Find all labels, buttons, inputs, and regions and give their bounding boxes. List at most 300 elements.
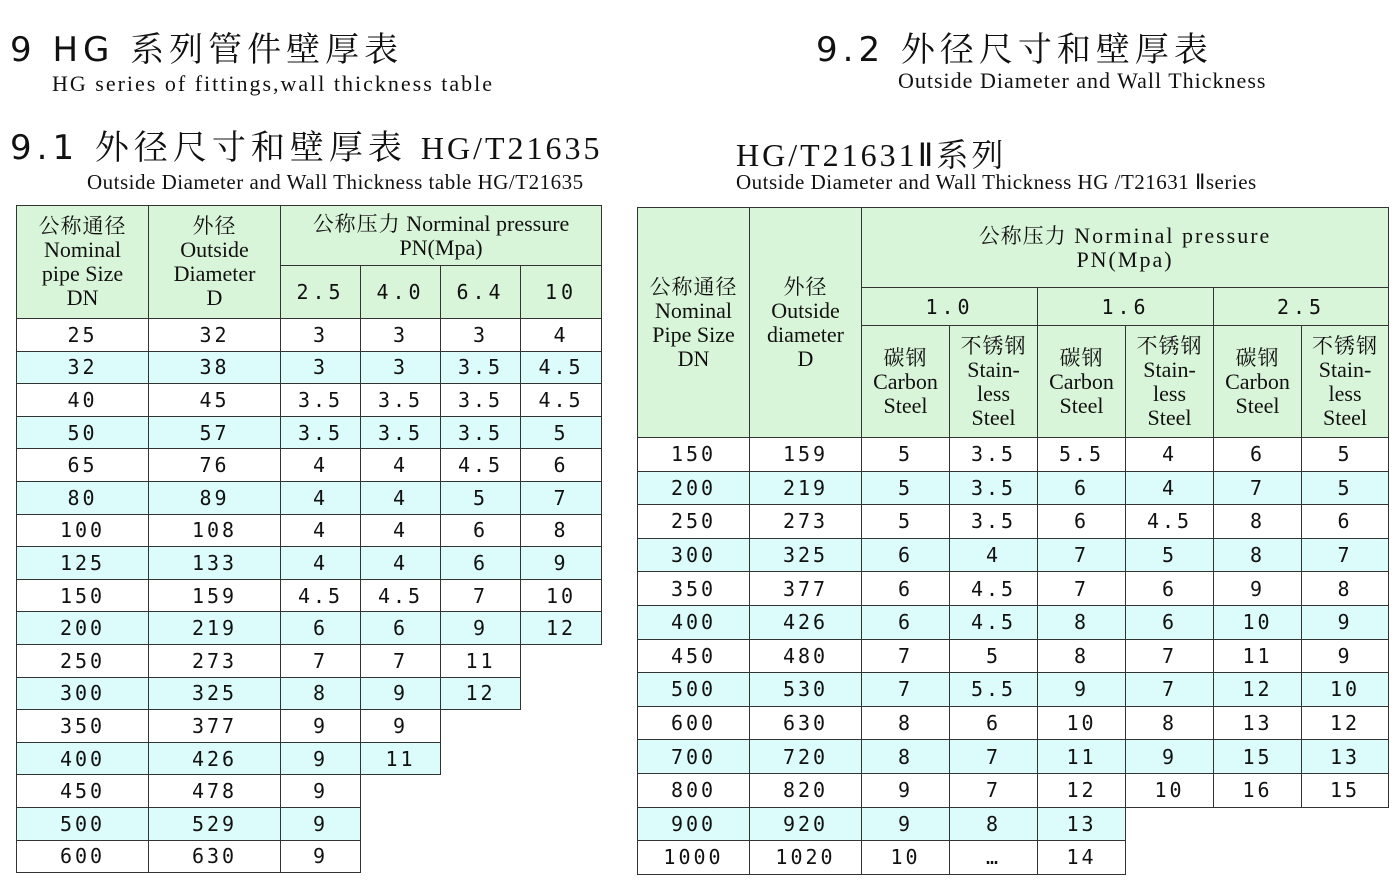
cell-thickness: 4 bbox=[1126, 438, 1214, 472]
cell-empty bbox=[1302, 841, 1389, 875]
header-carbon-steel bbox=[1214, 326, 1302, 438]
cell-dn: 32 bbox=[17, 351, 149, 384]
cell-thickness: 4 bbox=[361, 481, 441, 514]
t2-col-header-pressure bbox=[862, 208, 1389, 288]
cell-od: 720 bbox=[750, 740, 862, 774]
header-dn-en-3: DN bbox=[66, 285, 99, 310]
cell-dn: 65 bbox=[17, 449, 149, 482]
cell-thickness: 10 bbox=[862, 841, 950, 875]
cell-thickness: 10 bbox=[1214, 605, 1302, 639]
header-od-cn: 外径 bbox=[192, 214, 237, 238]
cell-thickness: 3.5 bbox=[361, 384, 441, 417]
cell-thickness: 8 bbox=[950, 807, 1038, 841]
cell-dn: 350 bbox=[638, 572, 750, 606]
table-row bbox=[638, 605, 1389, 639]
cell-thickness: 9 bbox=[1038, 673, 1126, 707]
cell-thickness: 12 bbox=[521, 612, 602, 645]
cell-empty bbox=[1302, 807, 1389, 841]
carbon-en-2: Steel bbox=[1235, 392, 1280, 418]
cell-thickness: 7 bbox=[521, 481, 602, 514]
t2-header-pressure-en: Norminal pressure bbox=[1074, 222, 1272, 248]
cell-thickness: 9 bbox=[281, 775, 361, 808]
table-row bbox=[17, 612, 602, 645]
table-row bbox=[638, 639, 1389, 673]
cell-thickness: 8 bbox=[281, 677, 361, 710]
cell-empty bbox=[441, 742, 521, 775]
stainless-cn: 不锈钢 bbox=[1312, 333, 1378, 358]
cell-od: 377 bbox=[750, 572, 862, 606]
cell-od: 630 bbox=[149, 840, 281, 873]
cell-thickness: 4.5 bbox=[521, 351, 602, 384]
header-stainless-steel bbox=[1302, 326, 1389, 438]
t2-pressure-1-0: 1.0 bbox=[862, 288, 1038, 326]
cell-od: 377 bbox=[149, 710, 281, 743]
cell-thickness: 6 bbox=[1126, 572, 1214, 606]
stainless-en-3: Steel bbox=[1147, 404, 1192, 430]
section-91-standard: HG/T21635 bbox=[420, 130, 603, 166]
table2-body bbox=[638, 438, 1389, 875]
header-pressure-cn: 公称压力 bbox=[312, 211, 401, 236]
cell-thickness: 12 bbox=[1302, 706, 1389, 740]
table-row bbox=[638, 572, 1389, 606]
cell-thickness: 10 bbox=[1038, 706, 1126, 740]
section-92-subtitle: Outside Diameter and Wall Thickness bbox=[898, 68, 1267, 93]
stainless-en-1: Stain- bbox=[1143, 356, 1196, 382]
cell-od: 219 bbox=[750, 471, 862, 505]
table-row bbox=[638, 471, 1389, 505]
cell-thickness: 3.5 bbox=[281, 416, 361, 449]
carbon-cn: 碳钢 bbox=[883, 345, 928, 370]
cell-thickness: 4 bbox=[281, 514, 361, 547]
cell-empty bbox=[361, 840, 441, 873]
t2-header-dn-en-3: DN bbox=[677, 345, 710, 371]
pressure-10: 10 bbox=[521, 266, 602, 319]
series-subtitle: Outside Diameter and Wall Thickness HG /T21631 Ⅱseries bbox=[736, 170, 1257, 194]
cell-thickness: 4.5 bbox=[950, 605, 1038, 639]
cell-empty bbox=[441, 807, 521, 840]
cell-thickness: 7 bbox=[862, 639, 950, 673]
cell-thickness: 5 bbox=[950, 639, 1038, 673]
cell-thickness: 6 bbox=[361, 612, 441, 645]
cell-thickness: 3 bbox=[361, 351, 441, 384]
t2-header-pressure-cn: 公称压力 bbox=[978, 223, 1067, 248]
cell-od: 426 bbox=[750, 605, 862, 639]
table-row bbox=[17, 742, 602, 775]
table-row bbox=[638, 438, 1389, 472]
carbon-en-2: Steel bbox=[1059, 392, 1104, 418]
cell-dn: 600 bbox=[638, 706, 750, 740]
cell-thickness: 5 bbox=[1126, 538, 1214, 572]
cell-thickness: 7 bbox=[441, 579, 521, 612]
cell-thickness: 10 bbox=[1126, 773, 1214, 807]
cell-thickness: 8 bbox=[521, 514, 602, 547]
cell-od: 32 bbox=[149, 319, 281, 352]
wall-thickness-table-hg21631 bbox=[637, 207, 1389, 875]
cell-thickness: 15 bbox=[1302, 773, 1389, 807]
section-91-title-cn: 9.1 外径尺寸和壁厚表 bbox=[10, 128, 407, 168]
cell-thickness: 7 bbox=[1126, 639, 1214, 673]
cell-thickness: 6 bbox=[521, 449, 602, 482]
cell-thickness: 6 bbox=[1302, 505, 1389, 539]
cell-dn: 500 bbox=[17, 807, 149, 840]
table-row bbox=[638, 807, 1389, 841]
cell-od: 630 bbox=[750, 706, 862, 740]
cell-dn: 900 bbox=[638, 807, 750, 841]
cell-thickness: 5 bbox=[1302, 471, 1389, 505]
cell-thickness: 9 bbox=[1302, 605, 1389, 639]
cell-thickness: 11 bbox=[1214, 639, 1302, 673]
cell-dn: 40 bbox=[17, 384, 149, 417]
cell-dn: 700 bbox=[638, 740, 750, 774]
cell-thickness: 9 bbox=[1302, 639, 1389, 673]
cell-thickness: 4 bbox=[281, 547, 361, 580]
pressure-4-0: 4.0 bbox=[361, 266, 441, 319]
cell-thickness: 7 bbox=[1038, 538, 1126, 572]
cell-thickness: 12 bbox=[1214, 673, 1302, 707]
main-title: 9 HG 系列管件壁厚表 bbox=[10, 30, 404, 70]
cell-thickness: 9 bbox=[281, 742, 361, 775]
cell-thickness: 6 bbox=[950, 706, 1038, 740]
cell-dn: 300 bbox=[638, 538, 750, 572]
cell-thickness: 3 bbox=[441, 319, 521, 352]
table-row bbox=[638, 673, 1389, 707]
cell-od: 133 bbox=[149, 547, 281, 580]
header-od-en-1: Outside bbox=[180, 237, 249, 262]
wall-thickness-table-hg21635 bbox=[16, 205, 602, 873]
cell-thickness: 3.5 bbox=[441, 416, 521, 449]
carbon-en-2: Steel bbox=[883, 392, 928, 418]
cell-od: 57 bbox=[149, 416, 281, 449]
stainless-en-2: less bbox=[1328, 380, 1362, 406]
cell-thickness: 4.5 bbox=[521, 384, 602, 417]
cell-thickness: 16 bbox=[1214, 773, 1302, 807]
header-pressure-unit: PN(Mpa) bbox=[399, 234, 483, 260]
cell-thickness: 3.5 bbox=[361, 416, 441, 449]
t2-header-od-en-1: Outside bbox=[771, 297, 840, 323]
cell-od: 38 bbox=[149, 351, 281, 384]
section-91-subtitle: Outside Diameter and Wall Thickness table HG/T21635 bbox=[87, 170, 584, 194]
table-row bbox=[17, 677, 602, 710]
cell-thickness: 6 bbox=[441, 514, 521, 547]
pressure-6-4: 6.4 bbox=[441, 266, 521, 319]
cell-thickness: 6 bbox=[1038, 505, 1126, 539]
cell-thickness: 5 bbox=[1302, 438, 1389, 472]
header-carbon-steel bbox=[862, 326, 950, 438]
cell-dn: 450 bbox=[638, 639, 750, 673]
cell-thickness: 4 bbox=[281, 481, 361, 514]
cell-od: 273 bbox=[149, 644, 281, 677]
stainless-en-2: less bbox=[1153, 380, 1186, 406]
table-row bbox=[17, 514, 602, 547]
table-row bbox=[17, 710, 602, 743]
header-pressure-en: Norminal pressure bbox=[406, 210, 570, 236]
cell-thickness: 3.5 bbox=[281, 384, 361, 417]
table-row bbox=[17, 644, 602, 677]
cell-dn: 50 bbox=[17, 416, 149, 449]
cell-thickness: 5 bbox=[441, 481, 521, 514]
cell-dn: 1000 bbox=[638, 841, 750, 875]
cell-empty bbox=[361, 807, 441, 840]
cell-od: 159 bbox=[149, 579, 281, 612]
cell-od: 530 bbox=[750, 673, 862, 707]
cell-thickness: 9 bbox=[281, 840, 361, 873]
cell-thickness: 8 bbox=[1038, 605, 1126, 639]
cell-thickness: 7 bbox=[1302, 538, 1389, 572]
cell-dn: 100 bbox=[17, 514, 149, 547]
cell-thickness: 7 bbox=[1038, 572, 1126, 606]
cell-thickness: 4 bbox=[361, 547, 441, 580]
t2-header-od-cn: 外径 bbox=[783, 274, 828, 299]
col-header-dn bbox=[17, 206, 149, 319]
table-row bbox=[17, 807, 602, 840]
cell-thickness: 15 bbox=[1214, 740, 1302, 774]
cell-dn: 300 bbox=[17, 677, 149, 710]
cell-thickness: 9 bbox=[1126, 740, 1214, 774]
cell-od: 76 bbox=[149, 449, 281, 482]
header-stainless-steel bbox=[950, 326, 1038, 438]
t2-col-header-dn bbox=[638, 208, 750, 438]
cell-thickness: 7 bbox=[862, 673, 950, 707]
table-row bbox=[638, 706, 1389, 740]
t2-header-pressure-unit: PN(Mpa) bbox=[1076, 246, 1174, 272]
cell-thickness: 6 bbox=[862, 572, 950, 606]
table1-body bbox=[17, 319, 602, 873]
cell-thickness: 8 bbox=[1038, 639, 1126, 673]
table-row bbox=[638, 841, 1389, 875]
cell-empty bbox=[521, 644, 602, 677]
cell-empty bbox=[1214, 807, 1302, 841]
cell-thickness: 3.5 bbox=[950, 438, 1038, 472]
cell-thickness: 13 bbox=[1214, 706, 1302, 740]
cell-thickness: 8 bbox=[862, 706, 950, 740]
table-row bbox=[638, 505, 1389, 539]
cell-thickness: 9 bbox=[862, 807, 950, 841]
cell-dn: 200 bbox=[638, 471, 750, 505]
cell-thickness: 3 bbox=[281, 319, 361, 352]
cell-empty bbox=[521, 710, 602, 743]
cell-thickness: 3.5 bbox=[441, 351, 521, 384]
cell-empty bbox=[521, 807, 602, 840]
cell-thickness: 5.5 bbox=[950, 673, 1038, 707]
cell-dn: 80 bbox=[17, 481, 149, 514]
cell-thickness: 9 bbox=[281, 807, 361, 840]
cell-thickness: 8 bbox=[1214, 505, 1302, 539]
t2-col-header-od bbox=[750, 208, 862, 438]
cell-thickness: 10 bbox=[521, 579, 602, 612]
stainless-en-1: Stain- bbox=[967, 356, 1020, 382]
cell-empty bbox=[521, 840, 602, 873]
cell-empty bbox=[441, 840, 521, 873]
cell-od: 1020 bbox=[750, 841, 862, 875]
cell-od: 273 bbox=[750, 505, 862, 539]
cell-dn: 200 bbox=[17, 612, 149, 645]
col-header-od bbox=[149, 206, 281, 319]
cell-empty bbox=[1214, 841, 1302, 875]
stainless-en-3: Steel bbox=[971, 404, 1016, 430]
cell-empty bbox=[1126, 807, 1214, 841]
cell-empty bbox=[521, 775, 602, 808]
cell-thickness: 4.5 bbox=[1126, 505, 1214, 539]
cell-thickness: 14 bbox=[1038, 841, 1126, 875]
cell-thickness: 12 bbox=[441, 677, 521, 710]
stainless-cn: 不锈钢 bbox=[1136, 333, 1203, 358]
t2-header-dn-cn: 公称通径 bbox=[649, 274, 738, 299]
cell-thickness: 11 bbox=[441, 644, 521, 677]
cell-thickness: 11 bbox=[1038, 740, 1126, 774]
cell-od: 426 bbox=[149, 742, 281, 775]
cell-thickness: 4.5 bbox=[281, 579, 361, 612]
t2-header-dn-en-2: Pipe Size bbox=[652, 321, 735, 347]
cell-thickness: 7 bbox=[1214, 471, 1302, 505]
carbon-en-1: Carbon bbox=[1225, 368, 1290, 394]
cell-thickness: 3.5 bbox=[950, 471, 1038, 505]
cell-thickness: 3.5 bbox=[950, 505, 1038, 539]
cell-thickness: 9 bbox=[281, 710, 361, 743]
table-row bbox=[17, 384, 602, 417]
cell-dn: 150 bbox=[638, 438, 750, 472]
header-od-en-3: D bbox=[206, 285, 223, 310]
cell-od: 325 bbox=[149, 677, 281, 710]
cell-thickness: 7 bbox=[950, 773, 1038, 807]
cell-thickness: 6 bbox=[1038, 471, 1126, 505]
table-row bbox=[17, 449, 602, 482]
cell-thickness: 12 bbox=[1038, 773, 1126, 807]
stainless-cn: 不锈钢 bbox=[960, 333, 1027, 358]
header-dn-en-1: Nominal bbox=[44, 237, 121, 262]
cell-thickness: 9 bbox=[521, 547, 602, 580]
cell-empty bbox=[1126, 841, 1214, 875]
cell-thickness: 4 bbox=[361, 514, 441, 547]
cell-thickness: 8 bbox=[862, 740, 950, 774]
cell-thickness: 13 bbox=[1302, 740, 1389, 774]
cell-dn: 400 bbox=[17, 742, 149, 775]
cell-dn: 25 bbox=[17, 319, 149, 352]
stainless-en-3: Steel bbox=[1323, 404, 1367, 430]
cell-thickness: 7 bbox=[361, 644, 441, 677]
cell-thickness: 7 bbox=[950, 740, 1038, 774]
cell-thickness: 4.5 bbox=[441, 449, 521, 482]
col-header-pressure bbox=[281, 206, 602, 266]
cell-thickness: … bbox=[950, 841, 1038, 875]
table-row bbox=[17, 775, 602, 808]
cell-od: 325 bbox=[750, 538, 862, 572]
cell-od: 89 bbox=[149, 481, 281, 514]
cell-thickness: 4.5 bbox=[950, 572, 1038, 606]
table-row bbox=[17, 319, 602, 352]
header-od-en-2: Diameter bbox=[173, 261, 256, 286]
cell-thickness: 4 bbox=[361, 449, 441, 482]
cell-empty bbox=[361, 775, 441, 808]
cell-empty bbox=[441, 710, 521, 743]
cell-thickness: 4 bbox=[1126, 471, 1214, 505]
cell-od: 820 bbox=[750, 773, 862, 807]
header-carbon-steel bbox=[1038, 326, 1126, 438]
cell-od: 480 bbox=[750, 639, 862, 673]
cell-thickness: 9 bbox=[361, 677, 441, 710]
t2-header-od-en-2: diameter bbox=[767, 321, 844, 347]
cell-thickness: 6 bbox=[1126, 605, 1214, 639]
table-row bbox=[17, 579, 602, 612]
cell-thickness: 4 bbox=[281, 449, 361, 482]
cell-thickness: 10 bbox=[1302, 673, 1389, 707]
cell-dn: 800 bbox=[638, 773, 750, 807]
t2-pressure-1-6: 1.6 bbox=[1038, 288, 1214, 326]
cell-od: 219 bbox=[149, 612, 281, 645]
table-row bbox=[17, 351, 602, 384]
cell-thickness: 8 bbox=[1126, 706, 1214, 740]
table-row bbox=[17, 547, 602, 580]
cell-thickness: 4.5 bbox=[361, 579, 441, 612]
cell-thickness: 4 bbox=[950, 538, 1038, 572]
t2-pressure-2-5: 2.5 bbox=[1214, 288, 1389, 326]
carbon-cn: 碳钢 bbox=[1059, 345, 1104, 370]
cell-thickness: 9 bbox=[1214, 572, 1302, 606]
cell-thickness: 8 bbox=[1214, 538, 1302, 572]
cell-od: 529 bbox=[149, 807, 281, 840]
cell-dn: 600 bbox=[17, 840, 149, 873]
table-row bbox=[638, 773, 1389, 807]
cell-thickness: 9 bbox=[862, 773, 950, 807]
t2-header-od-en-3: D bbox=[797, 345, 814, 371]
table-row bbox=[17, 481, 602, 514]
cell-dn: 250 bbox=[638, 505, 750, 539]
section-92-title: 9.2 外径尺寸和壁厚表 bbox=[816, 30, 1213, 70]
cell-thickness: 6 bbox=[441, 547, 521, 580]
cell-thickness: 8 bbox=[1302, 572, 1389, 606]
cell-empty bbox=[521, 742, 602, 775]
cell-dn: 125 bbox=[17, 547, 149, 580]
main-subtitle: HG series of fittings,wall thickness table bbox=[52, 71, 495, 96]
stainless-en-2: less bbox=[977, 380, 1010, 406]
cell-thickness: 11 bbox=[361, 742, 441, 775]
cell-thickness: 3 bbox=[361, 319, 441, 352]
cell-thickness: 9 bbox=[361, 710, 441, 743]
cell-od: 478 bbox=[149, 775, 281, 808]
carbon-en-1: Carbon bbox=[1049, 368, 1114, 394]
cell-thickness: 7 bbox=[281, 644, 361, 677]
cell-thickness: 5.5 bbox=[1038, 438, 1126, 472]
cell-thickness: 6 bbox=[862, 538, 950, 572]
header-dn-en-2: pipe Size bbox=[41, 261, 124, 286]
cell-od: 108 bbox=[149, 514, 281, 547]
stainless-en-1: Stain- bbox=[1318, 356, 1372, 382]
header-dn-cn: 公称通径 bbox=[38, 214, 127, 238]
header-stainless-steel bbox=[1126, 326, 1214, 438]
table-row bbox=[638, 740, 1389, 774]
cell-dn: 250 bbox=[17, 644, 149, 677]
cell-empty bbox=[441, 775, 521, 808]
series-title: HG/T21631Ⅱ系列 bbox=[736, 137, 1007, 173]
cell-dn: 400 bbox=[638, 605, 750, 639]
pressure-2-5: 2.5 bbox=[281, 266, 361, 319]
cell-thickness: 5 bbox=[521, 416, 602, 449]
table-row bbox=[638, 538, 1389, 572]
cell-thickness: 4 bbox=[521, 319, 602, 352]
cell-thickness: 9 bbox=[441, 612, 521, 645]
table-row bbox=[17, 416, 602, 449]
cell-dn: 150 bbox=[17, 579, 149, 612]
cell-thickness: 5 bbox=[862, 505, 950, 539]
cell-thickness: 3.5 bbox=[441, 384, 521, 417]
cell-thickness: 5 bbox=[862, 471, 950, 505]
cell-dn: 500 bbox=[638, 673, 750, 707]
cell-thickness: 6 bbox=[281, 612, 361, 645]
cell-od: 45 bbox=[149, 384, 281, 417]
cell-od: 920 bbox=[750, 807, 862, 841]
t2-header-dn-en-1: Nominal bbox=[655, 297, 732, 323]
cell-thickness: 13 bbox=[1038, 807, 1126, 841]
cell-empty bbox=[521, 677, 602, 710]
